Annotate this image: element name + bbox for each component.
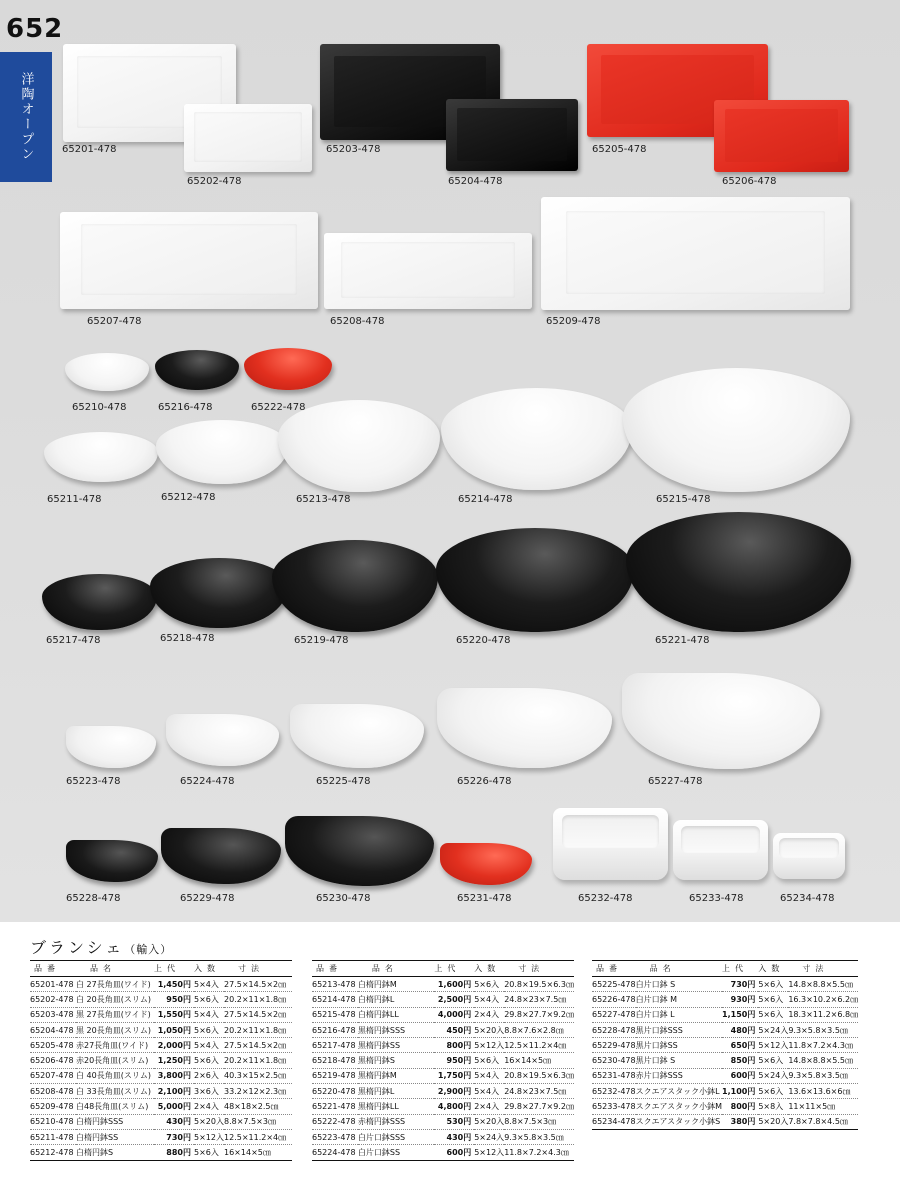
product-image-65213 xyxy=(278,400,440,492)
cell-code: 65228-478 xyxy=(592,1022,636,1037)
product-image-65206 xyxy=(714,100,849,172)
cell-name: 赤楕円鉢SSS xyxy=(358,1114,435,1129)
cell-name: 白 40長角皿(スリム) xyxy=(76,1068,154,1083)
cell-size: 14.8×8.8×5.5㎝ xyxy=(788,1053,858,1068)
product-code: 65232-478 xyxy=(578,893,633,904)
table-row xyxy=(30,992,292,1007)
table-row xyxy=(312,1099,574,1114)
product-image-65227 xyxy=(622,673,820,769)
header-qty: 入数 xyxy=(194,961,224,977)
product-image-65207 xyxy=(60,212,318,309)
cell-size: 20.2×11×1.8㎝ xyxy=(224,1053,292,1068)
cell-code: 65231-478 xyxy=(592,1068,636,1083)
cell-size: 20.8×19.5×6.3㎝ xyxy=(504,1068,574,1083)
cell-size: 12.5×11.2×4㎝ xyxy=(504,1038,574,1053)
cell-qty: 5×24入 xyxy=(758,1068,788,1083)
cell-qty: 5×4入 xyxy=(194,1038,224,1053)
cell-size: 27.5×14.5×2㎝ xyxy=(224,977,292,992)
cell-qty: 5×12入 xyxy=(474,1145,504,1160)
product-image-65209 xyxy=(541,197,850,310)
cell-price: 2,100円 xyxy=(154,1084,194,1099)
cell-qty: 5×6入 xyxy=(758,1084,788,1099)
cell-name: スクエアスタック小鉢L xyxy=(636,1084,722,1099)
category-tab xyxy=(0,52,52,182)
cell-size: 48×18×2.5㎝ xyxy=(224,1099,292,1114)
product-code: 65220-478 xyxy=(456,635,511,646)
cell-price: 600円 xyxy=(434,1145,474,1160)
cell-qty: 5×6入 xyxy=(194,1053,224,1068)
cell-price: 380円 xyxy=(722,1114,758,1129)
table-row xyxy=(312,1068,574,1083)
cell-qty: 5×6入 xyxy=(758,977,788,992)
cell-code: 65217-478 xyxy=(312,1038,358,1053)
cell-qty: 5×4入 xyxy=(474,1068,504,1083)
cell-name: 白48長角皿(スリム) xyxy=(76,1099,154,1114)
cell-name: 赤片口鉢SSS xyxy=(636,1068,722,1083)
cell-code: 65216-478 xyxy=(312,1022,358,1037)
cell-code: 65233-478 xyxy=(592,1099,636,1114)
header-code: 品番 xyxy=(592,961,636,977)
cell-qty: 5×24入 xyxy=(758,1022,788,1037)
table-row xyxy=(592,977,858,992)
series-title xyxy=(30,935,172,958)
product-image-65222 xyxy=(244,348,332,390)
cell-name: 白楕円鉢M xyxy=(358,977,435,992)
cell-name: 黒 27長角皿(ワイド) xyxy=(76,1007,154,1022)
price-table-3 xyxy=(592,960,858,1130)
product-code: 65212-478 xyxy=(161,492,216,503)
cell-qty: 2×6入 xyxy=(194,1068,224,1083)
cell-code: 65211-478 xyxy=(30,1129,76,1144)
table-row xyxy=(30,1145,292,1160)
product-image-65221 xyxy=(626,512,851,632)
header-name: 品名 xyxy=(358,961,435,977)
table-row xyxy=(30,1068,292,1083)
cell-code: 65227-478 xyxy=(592,1007,636,1022)
cell-size: 27.5×14.5×2㎝ xyxy=(224,1038,292,1053)
cell-size: 11×11×5㎝ xyxy=(788,1099,858,1114)
product-image-65231 xyxy=(440,843,532,885)
table-row xyxy=(592,992,858,1007)
cell-qty: 5×4入 xyxy=(194,1007,224,1022)
cell-size: 16×14×5㎝ xyxy=(504,1053,574,1068)
cell-size: 8.8×7.5×3㎝ xyxy=(224,1114,292,1129)
cell-code: 65204-478 xyxy=(30,1022,76,1037)
cell-price: 430円 xyxy=(434,1129,474,1144)
header-size: 寸法 xyxy=(504,961,574,977)
cell-name: 赤27長角皿(ワイド) xyxy=(76,1038,154,1053)
table-row xyxy=(592,1022,858,1037)
cell-name: 白片口鉢SSS xyxy=(358,1129,435,1144)
cell-price: 1,750円 xyxy=(434,1068,474,1083)
cell-name: 黒 20長角皿(スリム) xyxy=(76,1022,154,1037)
product-image-65224 xyxy=(166,714,279,766)
cell-size: 27.5×14.5×2㎝ xyxy=(224,1007,292,1022)
cell-code: 65232-478 xyxy=(592,1084,636,1099)
cell-code: 65215-478 xyxy=(312,1007,358,1022)
header-price: 上代 xyxy=(722,961,758,977)
cell-size: 9.3×5.8×3.5㎝ xyxy=(504,1129,574,1144)
product-image-65214 xyxy=(441,388,632,490)
table-row xyxy=(312,977,574,992)
header-price: 上代 xyxy=(434,961,474,977)
product-code: 65208-478 xyxy=(330,316,385,327)
product-image-65204 xyxy=(446,99,578,171)
product-code: 65201-478 xyxy=(62,144,117,155)
cell-code: 65210-478 xyxy=(30,1114,76,1129)
table-row xyxy=(312,1053,574,1068)
cell-code: 65207-478 xyxy=(30,1068,76,1083)
table-row xyxy=(30,977,292,992)
cell-qty: 3×6入 xyxy=(194,1084,224,1099)
product-image-65215 xyxy=(623,368,850,492)
cell-qty: 5×6入 xyxy=(194,1022,224,1037)
cell-qty: 5×6入 xyxy=(758,1007,788,1022)
cell-code: 65230-478 xyxy=(592,1053,636,1068)
product-code: 65234-478 xyxy=(780,893,835,904)
cell-price: 930円 xyxy=(722,992,758,1007)
cell-price: 1,600円 xyxy=(434,977,474,992)
table-row xyxy=(30,1114,292,1129)
cell-price: 1,150円 xyxy=(722,1007,758,1022)
cell-qty: 5×4入 xyxy=(194,977,224,992)
cell-size: 29.8×27.7×9.2㎝ xyxy=(504,1099,574,1114)
category-tab-label: 洋陶オープン xyxy=(18,72,34,162)
cell-name: 黒楕円鉢S xyxy=(358,1053,435,1068)
cell-size: 16×14×5㎝ xyxy=(224,1145,292,1160)
product-code: 65210-478 xyxy=(72,402,127,413)
cell-code: 65208-478 xyxy=(30,1084,76,1099)
header-size: 寸法 xyxy=(224,961,292,977)
cell-size: 40.3×15×2.5㎝ xyxy=(224,1068,292,1083)
table-row xyxy=(30,1099,292,1114)
table-row xyxy=(30,1038,292,1053)
product-code: 65221-478 xyxy=(655,635,710,646)
cell-code: 65201-478 xyxy=(30,977,76,992)
series-title-text: ブランシェ xyxy=(30,938,125,957)
cell-qty: 5×6入 xyxy=(474,977,504,992)
header-qty: 入数 xyxy=(474,961,504,977)
product-code: 65217-478 xyxy=(46,635,101,646)
cell-qty: 5×6入 xyxy=(474,1053,504,1068)
cell-code: 65202-478 xyxy=(30,992,76,1007)
cell-name: 白楕円鉢L xyxy=(358,992,435,1007)
product-code: 65222-478 xyxy=(251,402,306,413)
cell-name: 黒楕円鉢LL xyxy=(358,1099,435,1114)
table-row xyxy=(592,1099,858,1114)
product-image-65210 xyxy=(65,353,149,391)
product-image-65228 xyxy=(66,840,158,882)
table-row xyxy=(30,1129,292,1144)
table-row xyxy=(592,1038,858,1053)
cell-name: 白楕円鉢LL xyxy=(358,1007,435,1022)
cell-price: 1,050円 xyxy=(154,1022,194,1037)
cell-price: 950円 xyxy=(154,992,194,1007)
cell-code: 65223-478 xyxy=(312,1129,358,1144)
product-code: 65215-478 xyxy=(656,494,711,505)
product-image-65223 xyxy=(66,726,156,768)
cell-name: 赤20長角皿(スリム) xyxy=(76,1053,154,1068)
product-code: 65214-478 xyxy=(458,494,513,505)
cell-name: 黒楕円鉢M xyxy=(358,1068,435,1083)
cell-name: 白片口鉢 M xyxy=(636,992,722,1007)
cell-price: 850円 xyxy=(722,1053,758,1068)
cell-qty: 5×8入 xyxy=(758,1099,788,1114)
cell-size: 14.8×8.8×5.5㎝ xyxy=(788,977,858,992)
cell-price: 4,000円 xyxy=(434,1007,474,1022)
product-image-65219 xyxy=(272,540,438,632)
cell-price: 800円 xyxy=(722,1099,758,1114)
table-row xyxy=(30,1084,292,1099)
cell-price: 730円 xyxy=(154,1129,194,1144)
product-code: 65209-478 xyxy=(546,316,601,327)
cell-qty: 2×4入 xyxy=(194,1099,224,1114)
table-row xyxy=(312,1022,574,1037)
cell-size: 29.8×27.7×9.2㎝ xyxy=(504,1007,574,1022)
cell-qty: 5×12入 xyxy=(194,1129,224,1144)
product-code: 65206-478 xyxy=(722,176,777,187)
product-code: 65202-478 xyxy=(187,176,242,187)
cell-qty: 2×4入 xyxy=(474,1007,504,1022)
product-code: 65224-478 xyxy=(180,776,235,787)
cell-code: 65225-478 xyxy=(592,977,636,992)
cell-size: 9.3×5.8×3.5㎝ xyxy=(788,1022,858,1037)
product-image-65211 xyxy=(44,432,158,482)
cell-name: 黒楕円鉢L xyxy=(358,1084,435,1099)
product-code: 65233-478 xyxy=(689,893,744,904)
cell-size: 33.2×12×2.3㎝ xyxy=(224,1084,292,1099)
cell-code: 65203-478 xyxy=(30,1007,76,1022)
cell-name: 白片口鉢 L xyxy=(636,1007,722,1022)
cell-price: 1,550円 xyxy=(154,1007,194,1022)
cell-qty: 5×24入 xyxy=(474,1129,504,1144)
cell-name: 白楕円鉢SSS xyxy=(76,1114,154,1129)
cell-price: 880円 xyxy=(154,1145,194,1160)
product-code: 65219-478 xyxy=(294,635,349,646)
cell-price: 2,900円 xyxy=(434,1084,474,1099)
table-row xyxy=(312,1007,574,1022)
cell-name: 白楕円鉢SS xyxy=(76,1129,154,1144)
cell-name: 白片口鉢 S xyxy=(636,977,722,992)
cell-price: 650円 xyxy=(722,1038,758,1053)
cell-qty: 5×6入 xyxy=(194,1145,224,1160)
cell-size: 11.8×7.2×4.3㎝ xyxy=(788,1038,858,1053)
cell-size: 9.3×5.8×3.5㎝ xyxy=(788,1068,858,1083)
cell-name: 黒片口鉢SS xyxy=(636,1038,722,1053)
cell-size: 11.8×7.2×4.3㎝ xyxy=(504,1145,574,1160)
cell-qty: 5×20入 xyxy=(194,1114,224,1129)
product-image-65216 xyxy=(155,350,239,390)
cell-code: 65221-478 xyxy=(312,1099,358,1114)
cell-qty: 5×20入 xyxy=(474,1022,504,1037)
cell-code: 65224-478 xyxy=(312,1145,358,1160)
cell-size: 8.8×7.5×3㎝ xyxy=(504,1114,574,1129)
cell-size: 20.2×11×1.8㎝ xyxy=(224,992,292,1007)
product-image-65230 xyxy=(285,816,434,886)
cell-size: 7.8×7.8×4.5㎝ xyxy=(788,1114,858,1129)
cell-price: 5,000円 xyxy=(154,1099,194,1114)
product-image-65226 xyxy=(437,688,612,768)
product-code: 65229-478 xyxy=(180,893,235,904)
product-code: 65207-478 xyxy=(87,316,142,327)
cell-qty: 5×4入 xyxy=(474,992,504,1007)
cell-price: 1,250円 xyxy=(154,1053,194,1068)
header-name: 品名 xyxy=(76,961,154,977)
table-row xyxy=(592,1007,858,1022)
product-code: 65216-478 xyxy=(158,402,213,413)
cell-code: 65229-478 xyxy=(592,1038,636,1053)
cell-price: 2,500円 xyxy=(434,992,474,1007)
cell-code: 65226-478 xyxy=(592,992,636,1007)
cell-code: 65222-478 xyxy=(312,1114,358,1129)
cell-name: 白 33長角皿(スリム) xyxy=(76,1084,154,1099)
cell-size: 18.3×11.2×6.8㎝ xyxy=(788,1007,858,1022)
table-row xyxy=(30,1022,292,1037)
cell-name: 黒楕円鉢SSS xyxy=(358,1022,435,1037)
product-code: 65225-478 xyxy=(316,776,371,787)
cell-price: 450円 xyxy=(434,1022,474,1037)
cell-size: 24.8×23×7.5㎝ xyxy=(504,1084,574,1099)
cell-qty: 5×12入 xyxy=(758,1038,788,1053)
cell-qty: 5×12入 xyxy=(474,1038,504,1053)
cell-size: 20.2×11×1.8㎝ xyxy=(224,1022,292,1037)
cell-price: 480円 xyxy=(722,1022,758,1037)
table-row xyxy=(312,1038,574,1053)
cell-qty: 5×6入 xyxy=(758,992,788,1007)
cell-name: 黒片口鉢SSS xyxy=(636,1022,722,1037)
cell-code: 65213-478 xyxy=(312,977,358,992)
product-code: 65203-478 xyxy=(326,144,381,155)
cell-size: 24.8×23×7.5㎝ xyxy=(504,992,574,1007)
cell-code: 65220-478 xyxy=(312,1084,358,1099)
product-code: 65205-478 xyxy=(592,144,647,155)
product-code: 65223-478 xyxy=(66,776,121,787)
cell-code: 65218-478 xyxy=(312,1053,358,1068)
cell-size: 20.8×19.5×6.3㎝ xyxy=(504,977,574,992)
header-name: 品名 xyxy=(636,961,722,977)
cell-price: 730円 xyxy=(722,977,758,992)
table-row xyxy=(592,1068,858,1083)
product-image-65212 xyxy=(156,420,288,484)
product-code: 65231-478 xyxy=(457,893,512,904)
header-qty: 入数 xyxy=(758,961,788,977)
cell-qty: 5×4入 xyxy=(474,1084,504,1099)
cell-size: 13.6×13.6×6㎝ xyxy=(788,1084,858,1099)
table-row xyxy=(312,1129,574,1144)
product-image-65233 xyxy=(673,820,768,880)
table-row xyxy=(312,1114,574,1129)
table-row xyxy=(592,1114,858,1129)
cell-qty: 2×4入 xyxy=(474,1099,504,1114)
cell-qty: 5×20入 xyxy=(474,1114,504,1129)
header-price: 上代 xyxy=(154,961,194,977)
cell-qty: 5×20入 xyxy=(758,1114,788,1129)
header-size: 寸法 xyxy=(788,961,858,977)
table-header-row xyxy=(312,961,574,977)
cell-code: 65214-478 xyxy=(312,992,358,1007)
cell-size: 16.3×10.2×6.2㎝ xyxy=(788,992,858,1007)
page-number: 652 xyxy=(6,14,64,44)
product-code: 65227-478 xyxy=(648,776,703,787)
product-code: 65204-478 xyxy=(448,176,503,187)
header-code: 品番 xyxy=(312,961,358,977)
table-row xyxy=(30,1053,292,1068)
product-image-65232 xyxy=(553,808,668,880)
price-table-1 xyxy=(30,960,292,1161)
cell-price: 1,100円 xyxy=(722,1084,758,1099)
cell-code: 65234-478 xyxy=(592,1114,636,1129)
product-code: 65228-478 xyxy=(66,893,121,904)
cell-price: 2,000円 xyxy=(154,1038,194,1053)
product-code: 65213-478 xyxy=(296,494,351,505)
table-row xyxy=(312,1145,574,1160)
cell-price: 430円 xyxy=(154,1114,194,1129)
cell-name: 黒片口鉢 S xyxy=(636,1053,722,1068)
cell-name: スクエアスタック小鉢S xyxy=(636,1114,722,1129)
product-image-65202 xyxy=(184,104,312,172)
table-header-row xyxy=(592,961,858,977)
table-row xyxy=(592,1084,858,1099)
cell-price: 1,450円 xyxy=(154,977,194,992)
cell-size: 8.8×7.6×2.8㎝ xyxy=(504,1022,574,1037)
table-row xyxy=(312,992,574,1007)
cell-price: 800円 xyxy=(434,1038,474,1053)
cell-name: 白 27長角皿(ワイド) xyxy=(76,977,154,992)
cell-price: 3,800円 xyxy=(154,1068,194,1083)
product-image-65234 xyxy=(773,833,845,879)
product-image-65217 xyxy=(42,574,157,630)
product-image-65220 xyxy=(436,528,634,632)
series-title-note: （輸入） xyxy=(124,943,173,956)
cell-name: スクエアスタック小鉢M xyxy=(636,1099,722,1114)
product-code: 65226-478 xyxy=(457,776,512,787)
product-code: 65230-478 xyxy=(316,893,371,904)
cell-price: 600円 xyxy=(722,1068,758,1083)
product-image-65208 xyxy=(324,233,532,309)
header-code: 品番 xyxy=(30,961,76,977)
table-row xyxy=(592,1053,858,1068)
product-code: 65211-478 xyxy=(47,494,102,505)
cell-name: 白楕円鉢S xyxy=(76,1145,154,1160)
cell-name: 白 20長角皿(スリム) xyxy=(76,992,154,1007)
cell-size: 12.5×11.2×4㎝ xyxy=(224,1129,292,1144)
cell-code: 65206-478 xyxy=(30,1053,76,1068)
product-code: 65218-478 xyxy=(160,633,215,644)
price-table-2 xyxy=(312,960,574,1161)
cell-code: 65209-478 xyxy=(30,1099,76,1114)
cell-code: 65219-478 xyxy=(312,1068,358,1083)
cell-qty: 5×6入 xyxy=(194,992,224,1007)
cell-price: 530円 xyxy=(434,1114,474,1129)
cell-name: 白片口鉢SS xyxy=(358,1145,435,1160)
cell-code: 65205-478 xyxy=(30,1038,76,1053)
table-row xyxy=(312,1084,574,1099)
cell-name: 黒楕円鉢SS xyxy=(358,1038,435,1053)
product-image-65218 xyxy=(150,558,288,628)
table-header-row xyxy=(30,961,292,977)
table-row xyxy=(30,1007,292,1022)
product-image-65225 xyxy=(290,704,424,768)
cell-code: 65212-478 xyxy=(30,1145,76,1160)
product-image-65229 xyxy=(161,828,281,884)
cell-qty: 5×6入 xyxy=(758,1053,788,1068)
cell-price: 4,800円 xyxy=(434,1099,474,1114)
cell-price: 950円 xyxy=(434,1053,474,1068)
